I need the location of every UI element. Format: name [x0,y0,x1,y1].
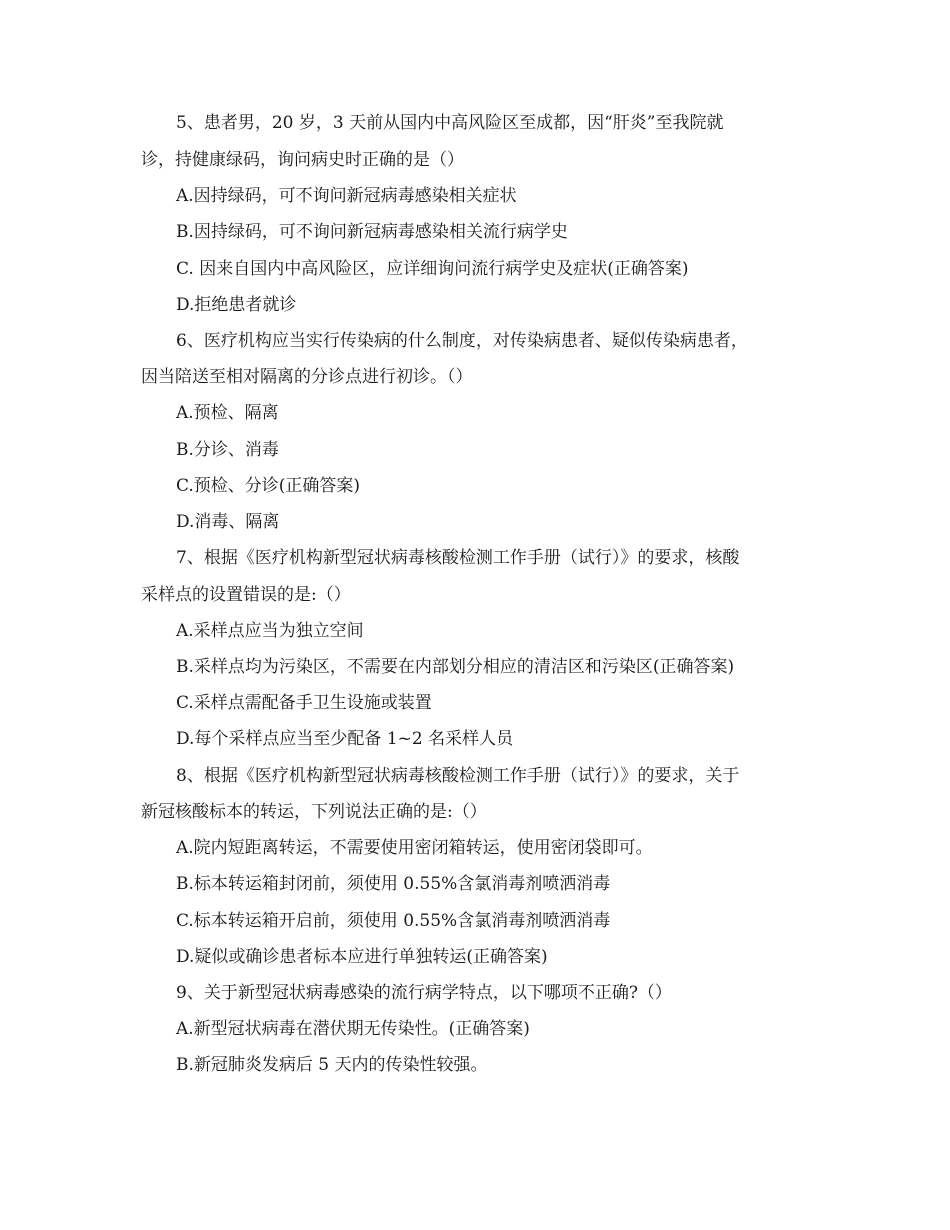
question-7-line-2: 采样点的设置错误的是:（） [141,585,351,605]
question-7-option-b: B.采样点均为污染区，不需要在内部划分相应的清洁区和污染区(正确答案) [176,657,735,677]
question-9-line-1: 9、关于新型冠状病毒感染的流行病学特点，以下哪项不正确?（） [176,983,672,1003]
question-5-option-b: B.因持绿码，可不询问新冠病毒感染相关流行病学史 [176,222,568,242]
question-6-option-d: D.消毒、隔离 [176,512,280,532]
question-8-option-c: C.标本转运箱开启前，须使用 0.55%含氯消毒剂喷洒消毒 [176,911,611,931]
question-7-option-d: D.每个采样点应当至少配备 1~2 名采样人员 [176,729,514,749]
question-6-line-2: 因当陪送至相对隔离的分诊点进行初诊。（） [141,367,473,387]
question-9-option-a: A.新型冠状病毒在潜伏期无传染性。(正确答案) [176,1019,530,1039]
question-6-option-c: C.预检、分诊(正确答案) [176,476,361,496]
question-6-option-a: A.预检、隔离 [176,403,279,423]
question-8-option-a: A.院内短距离转运，不需要使用密闭箱转运，使用密闭袋即可。 [176,838,653,858]
question-5-line-2: 诊，持健康绿码，询问病史时正确的是（） [141,150,464,170]
question-7-option-a: A.采样点应当为独立空间 [176,621,364,641]
question-8-option-b: B.标本转运箱封闭前，须使用 0.55%含氯消毒剂喷洒消毒 [176,874,611,894]
question-7-option-c: C.采样点需配备手卫生设施或装置 [176,693,432,713]
question-9-option-b: B.新冠肺炎发病后 5 天内的传染性较强。 [176,1055,488,1075]
question-5-option-c: C. 因来自国内中高风险区，应详细询问流行病学史及症状(正确答案) [176,259,689,279]
question-5-line-1: 5、患者男，20 岁，3 天前从国内中高风险区至成都，因“肝炎”至我院就 [176,113,724,133]
question-7-line-1: 7、根据《医疗机构新型冠状病毒核酸检测工作手册（试行）》的要求，核酸 [176,548,740,568]
question-8-line-1: 8、根据《医疗机构新型冠状病毒核酸检测工作手册（试行）》的要求，关于 [176,766,740,786]
question-6-option-b: B.分诊、消毒 [176,440,279,460]
question-6-line-1: 6、医疗机构应当实行传染病的什么制度，对传染病患者、疑似传染病患者， [176,331,748,351]
question-8-line-2: 新冠核酸标本的转运，下列说法正确的是:（） [141,802,487,822]
question-5-option-a: A.因持绿码，可不询问新冠病毒感染相关症状 [176,186,517,206]
question-8-option-d: D.疑似或确诊患者标本应进行单独转运(正确答案) [176,947,548,967]
question-5-option-d: D.拒绝患者就诊 [176,295,297,315]
